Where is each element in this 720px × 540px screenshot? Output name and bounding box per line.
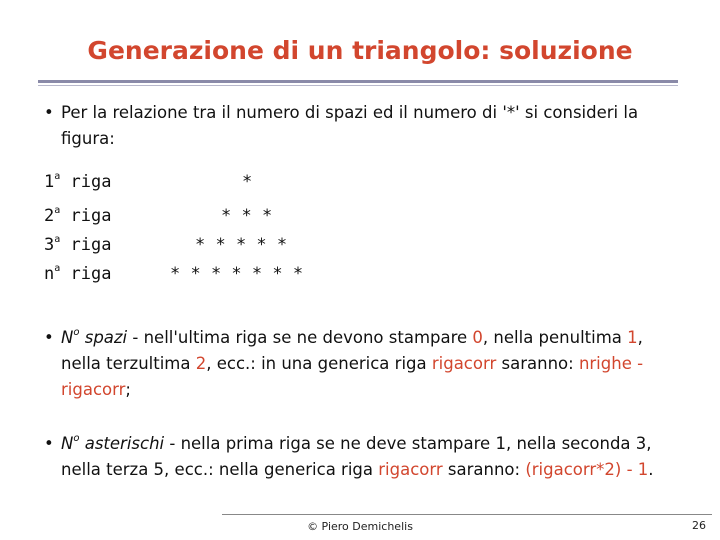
bullet-asterisks-text: $N^o$ asterischi - nella prima riga se ne deve stampare 1, nella seconda 3, nella terza 5, ecc.: nella generica riga rigacorr saranno: (rigacorr*2) - 1. xyxy=(61,433,654,479)
row-stars: * * * * * xyxy=(195,235,288,255)
bullet-spaces xyxy=(44,325,684,403)
bullet-intro xyxy=(44,100,684,152)
row-label: $n^a$ riga xyxy=(44,263,112,284)
row-label: 1$^a$ riga xyxy=(44,171,112,192)
figure-row xyxy=(44,235,344,263)
page-number: 26 xyxy=(692,519,706,532)
title-divider xyxy=(38,80,678,83)
bullet-asterisks xyxy=(44,431,684,483)
bullet-intro-text: Per la relazione tra il numero di spazi ed il numero di '*' si consideri la figura: xyxy=(61,103,639,148)
bullet-dot-icon: • xyxy=(44,328,54,347)
row-stars: * * * xyxy=(221,206,273,226)
figure-row xyxy=(44,206,344,234)
figure-row xyxy=(44,264,344,292)
row-label: 3$^a$ riga xyxy=(44,234,112,255)
footer-divider xyxy=(222,514,712,515)
row-label: 2$^a$ riga xyxy=(44,205,112,226)
bullet-spaces-text: $N^o$ spazi - nell'ultima riga se ne devono stampare 0, nella penultima 1, nella terzultima 2, ecc.: in una generica riga rigacorr saranno: nrighe - rigacorr; xyxy=(61,327,644,399)
slide-title: Generazione di un triangolo: soluzione xyxy=(87,36,633,65)
title-divider-thin xyxy=(38,85,678,86)
figure-row xyxy=(44,172,344,200)
bullet-dot-icon: • xyxy=(44,434,54,453)
footer-copyright: © Piero Demichelis xyxy=(307,520,413,533)
bullet-dot-icon: • xyxy=(44,103,54,122)
row-stars: * xyxy=(242,172,253,192)
row-stars: * * * * * * * xyxy=(170,264,304,284)
